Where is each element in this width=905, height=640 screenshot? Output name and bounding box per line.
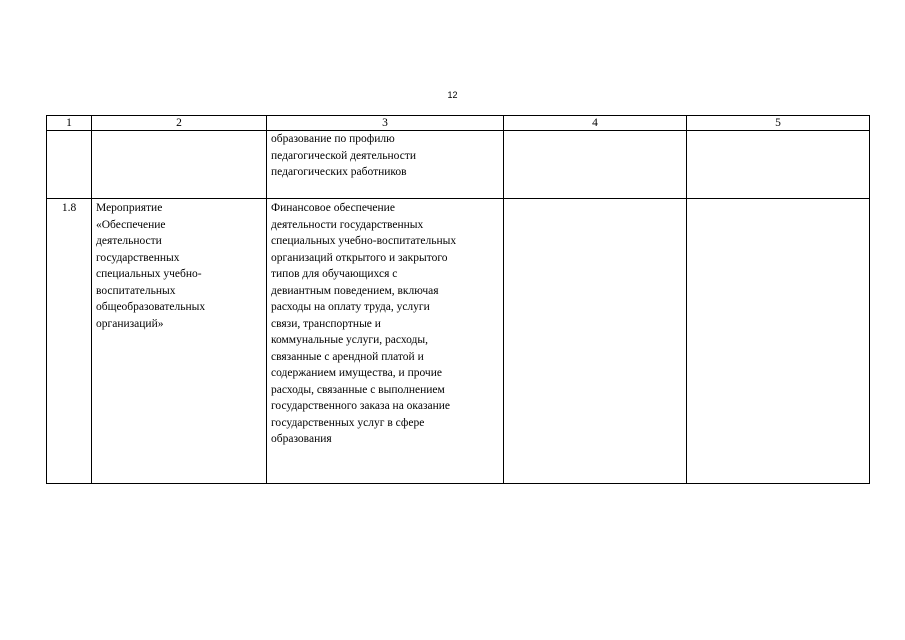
row-number-cell: 1.8 [47,199,92,484]
row-name-cell [92,199,267,484]
header-cell-col2: 2 [92,116,267,131]
header-cell-col5: 5 [687,116,870,131]
program-table [46,115,870,484]
row-col5-cell [687,131,870,199]
header-cell-col3: 3 [267,116,504,131]
table-row [47,131,870,199]
table-row [47,199,870,484]
row-description-text: образование по профилю педагогической деятельности педагогических работников [271,133,417,178]
page-number: 12 [447,90,458,100]
row-name-cell [92,131,267,199]
row-col5-cell [687,199,870,484]
row-name-text: Мероприятие «Обеспечение деятельности государственных специальных учебно- воспитательных общеобразовательных организаций» [96,202,206,330]
row-description-cell [267,131,504,199]
row-description-cell [267,199,504,484]
row-col4-cell [504,131,687,199]
row-col4-cell [504,199,687,484]
row-description-text: Финансовое обеспечение деятельности государственных специальных учебно-воспитательных организаций открытого и закрытого типов для обучающихся с девиантным поведением, включая расходы на оплату труда, услуги связи, транспортные и коммунальные услуги, расходы, связанные с арендной платой и содержанием имущества, и прочие расходы, связанные с выполнением государственного заказа на оказание государственных услуг в сфере образования [271,202,457,445]
table-header-row [47,116,870,131]
header-cell-col4: 4 [504,116,687,131]
row-number-cell [47,131,92,199]
header-cell-col1: 1 [47,116,92,131]
